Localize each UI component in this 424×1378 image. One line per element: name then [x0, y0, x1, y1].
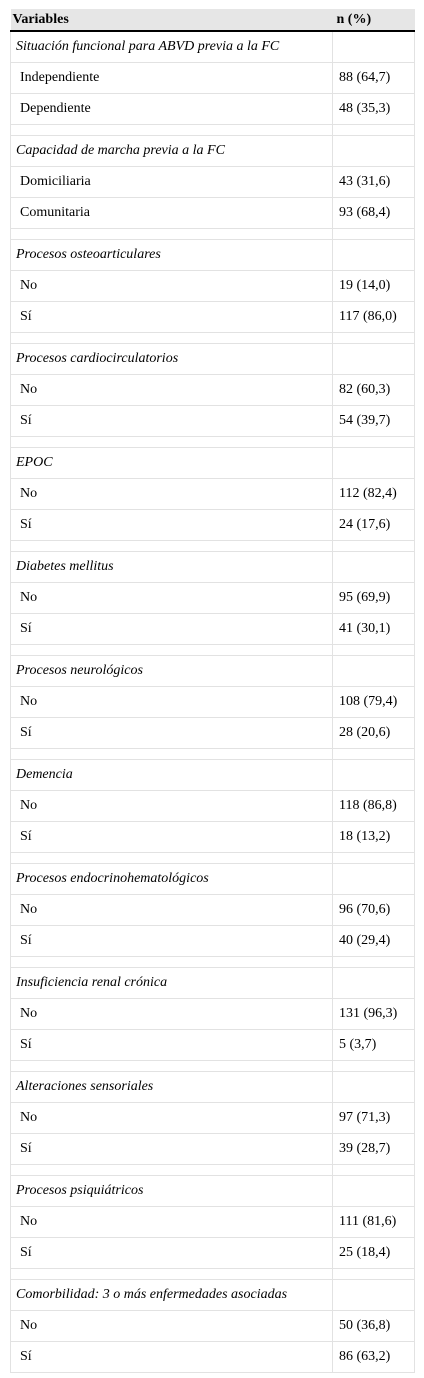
table-row: [11, 895, 415, 926]
group-empty-cell: [333, 1280, 415, 1311]
group-empty-cell: [333, 968, 415, 999]
group-row: [11, 448, 415, 479]
row-value: 88 (64,7): [333, 63, 415, 94]
row-value: 25 (18,4): [333, 1238, 415, 1269]
group-row: [11, 656, 415, 687]
group-empty-cell: [333, 448, 415, 479]
spacer-row: [11, 1061, 415, 1072]
row-value: 82 (60,3): [333, 375, 415, 406]
table-row: [11, 1207, 415, 1238]
spacer-row: [11, 853, 415, 864]
table-row: [11, 479, 415, 510]
table-row: [11, 1030, 415, 1061]
header-variables: Variables: [11, 9, 333, 31]
table-row: [11, 375, 415, 406]
spacer-cell: [333, 333, 415, 344]
table-row: [11, 791, 415, 822]
row-label: No: [11, 999, 333, 1030]
group-title: Diabetes mellitus: [11, 552, 333, 583]
table-row: [11, 718, 415, 749]
spacer-row: [11, 1165, 415, 1176]
table-row: [11, 999, 415, 1030]
spacer-cell: [333, 1061, 415, 1072]
table-row: [11, 926, 415, 957]
table-row: [11, 1342, 415, 1373]
row-value: 112 (82,4): [333, 479, 415, 510]
row-value: 40 (29,4): [333, 926, 415, 957]
spacer-row: [11, 229, 415, 240]
spacer-cell: [11, 645, 333, 656]
table-row: [11, 1311, 415, 1342]
header-n-percent: n (%): [333, 9, 415, 31]
spacer-cell: [333, 1269, 415, 1280]
row-label: Sí: [11, 822, 333, 853]
row-label: Sí: [11, 1342, 333, 1373]
row-value: 95 (69,9): [333, 583, 415, 614]
spacer-cell: [333, 541, 415, 552]
row-label: Sí: [11, 1238, 333, 1269]
group-row: [11, 1176, 415, 1207]
row-label: Domiciliaria: [11, 167, 333, 198]
spacer-cell: [11, 749, 333, 760]
row-label: No: [11, 271, 333, 302]
group-row: [11, 968, 415, 999]
spacer-cell: [333, 229, 415, 240]
spacer-row: [11, 645, 415, 656]
spacer-cell: [11, 333, 333, 344]
spacer-cell: [333, 125, 415, 136]
row-value: 111 (81,6): [333, 1207, 415, 1238]
spacer-cell: [333, 853, 415, 864]
row-label: No: [11, 375, 333, 406]
table-row: [11, 822, 415, 853]
group-title: Procesos neurológicos: [11, 656, 333, 687]
group-row: [11, 760, 415, 791]
table-row: [11, 167, 415, 198]
row-label: Independiente: [11, 63, 333, 94]
spacer-row: [11, 125, 415, 136]
row-value: 41 (30,1): [333, 614, 415, 645]
spacer-cell: [11, 437, 333, 448]
row-label: No: [11, 791, 333, 822]
row-value: 48 (35,3): [333, 94, 415, 125]
row-label: Sí: [11, 926, 333, 957]
table-row: [11, 614, 415, 645]
table-row: [11, 406, 415, 437]
group-row: [11, 136, 415, 167]
spacer-cell: [11, 125, 333, 136]
group-empty-cell: [333, 31, 415, 63]
group-title: EPOC: [11, 448, 333, 479]
group-title: Demencia: [11, 760, 333, 791]
spacer-cell: [11, 853, 333, 864]
group-empty-cell: [333, 552, 415, 583]
row-label: Sí: [11, 718, 333, 749]
row-label: Dependiente: [11, 94, 333, 125]
table-row: [11, 687, 415, 718]
spacer-cell: [11, 229, 333, 240]
group-row: [11, 344, 415, 375]
spacer-row: [11, 1269, 415, 1280]
table-row: [11, 94, 415, 125]
spacer-row: [11, 749, 415, 760]
table-row: [11, 302, 415, 333]
table-container: [10, 9, 414, 1373]
row-value: 93 (68,4): [333, 198, 415, 229]
group-title: Capacidad de marcha previa a la FC: [11, 136, 333, 167]
row-value: 86 (63,2): [333, 1342, 415, 1373]
table-row: [11, 63, 415, 94]
group-empty-cell: [333, 1072, 415, 1103]
row-value: 96 (70,6): [333, 895, 415, 926]
spacer-cell: [333, 1165, 415, 1176]
group-row: [11, 552, 415, 583]
group-empty-cell: [333, 864, 415, 895]
spacer-cell: [333, 749, 415, 760]
group-title: Insuficiencia renal crónica: [11, 968, 333, 999]
row-value: 118 (86,8): [333, 791, 415, 822]
group-empty-cell: [333, 240, 415, 271]
row-label: Sí: [11, 614, 333, 645]
group-title: Comorbilidad: 3 o más enfermedades asociadas: [11, 1280, 333, 1311]
table-body: [11, 31, 415, 1373]
spacer-cell: [11, 1165, 333, 1176]
table-row: [11, 1238, 415, 1269]
group-empty-cell: [333, 656, 415, 687]
spacer-cell: [333, 957, 415, 968]
spacer-cell: [333, 645, 415, 656]
row-value: 54 (39,7): [333, 406, 415, 437]
row-label: Comunitaria: [11, 198, 333, 229]
spacer-cell: [333, 437, 415, 448]
group-title: Procesos psiquiátricos: [11, 1176, 333, 1207]
table-header: [11, 9, 415, 31]
row-value: 97 (71,3): [333, 1103, 415, 1134]
table-row: [11, 1134, 415, 1165]
group-title: Situación funcional para ABVD previa a la FC: [11, 31, 333, 63]
group-row: [11, 864, 415, 895]
row-value: 108 (79,4): [333, 687, 415, 718]
row-value: 43 (31,6): [333, 167, 415, 198]
group-title: Procesos endocrinohematológicos: [11, 864, 333, 895]
row-value: 28 (20,6): [333, 718, 415, 749]
row-value: 18 (13,2): [333, 822, 415, 853]
row-label: No: [11, 895, 333, 926]
row-value: 117 (86,0): [333, 302, 415, 333]
header-row: [11, 9, 415, 31]
row-label: No: [11, 687, 333, 718]
row-label: No: [11, 1207, 333, 1238]
row-value: 131 (96,3): [333, 999, 415, 1030]
spacer-row: [11, 541, 415, 552]
table-row: [11, 271, 415, 302]
group-empty-cell: [333, 344, 415, 375]
row-label: Sí: [11, 406, 333, 437]
row-label: Sí: [11, 302, 333, 333]
spacer-row: [11, 957, 415, 968]
group-row: [11, 31, 415, 63]
spacer-row: [11, 437, 415, 448]
row-label: No: [11, 1103, 333, 1134]
group-row: [11, 1280, 415, 1311]
spacer-row: [11, 333, 415, 344]
group-title: Procesos osteoarticulares: [11, 240, 333, 271]
data-table: [10, 9, 415, 1373]
spacer-cell: [11, 1061, 333, 1072]
row-label: Sí: [11, 510, 333, 541]
table-row: [11, 1103, 415, 1134]
row-label: No: [11, 1311, 333, 1342]
group-empty-cell: [333, 1176, 415, 1207]
row-value: 5 (3,7): [333, 1030, 415, 1061]
row-value: 24 (17,6): [333, 510, 415, 541]
group-row: [11, 240, 415, 271]
group-empty-cell: [333, 760, 415, 791]
row-value: 39 (28,7): [333, 1134, 415, 1165]
spacer-cell: [11, 541, 333, 552]
table-row: [11, 510, 415, 541]
group-empty-cell: [333, 136, 415, 167]
group-title: Procesos cardiocirculatorios: [11, 344, 333, 375]
row-label: Sí: [11, 1030, 333, 1061]
spacer-cell: [11, 957, 333, 968]
row-label: No: [11, 479, 333, 510]
row-value: 50 (36,8): [333, 1311, 415, 1342]
table-row: [11, 198, 415, 229]
group-title: Alteraciones sensoriales: [11, 1072, 333, 1103]
table-row: [11, 583, 415, 614]
row-label: No: [11, 583, 333, 614]
row-label: Sí: [11, 1134, 333, 1165]
group-row: [11, 1072, 415, 1103]
row-value: 19 (14,0): [333, 271, 415, 302]
spacer-cell: [11, 1269, 333, 1280]
